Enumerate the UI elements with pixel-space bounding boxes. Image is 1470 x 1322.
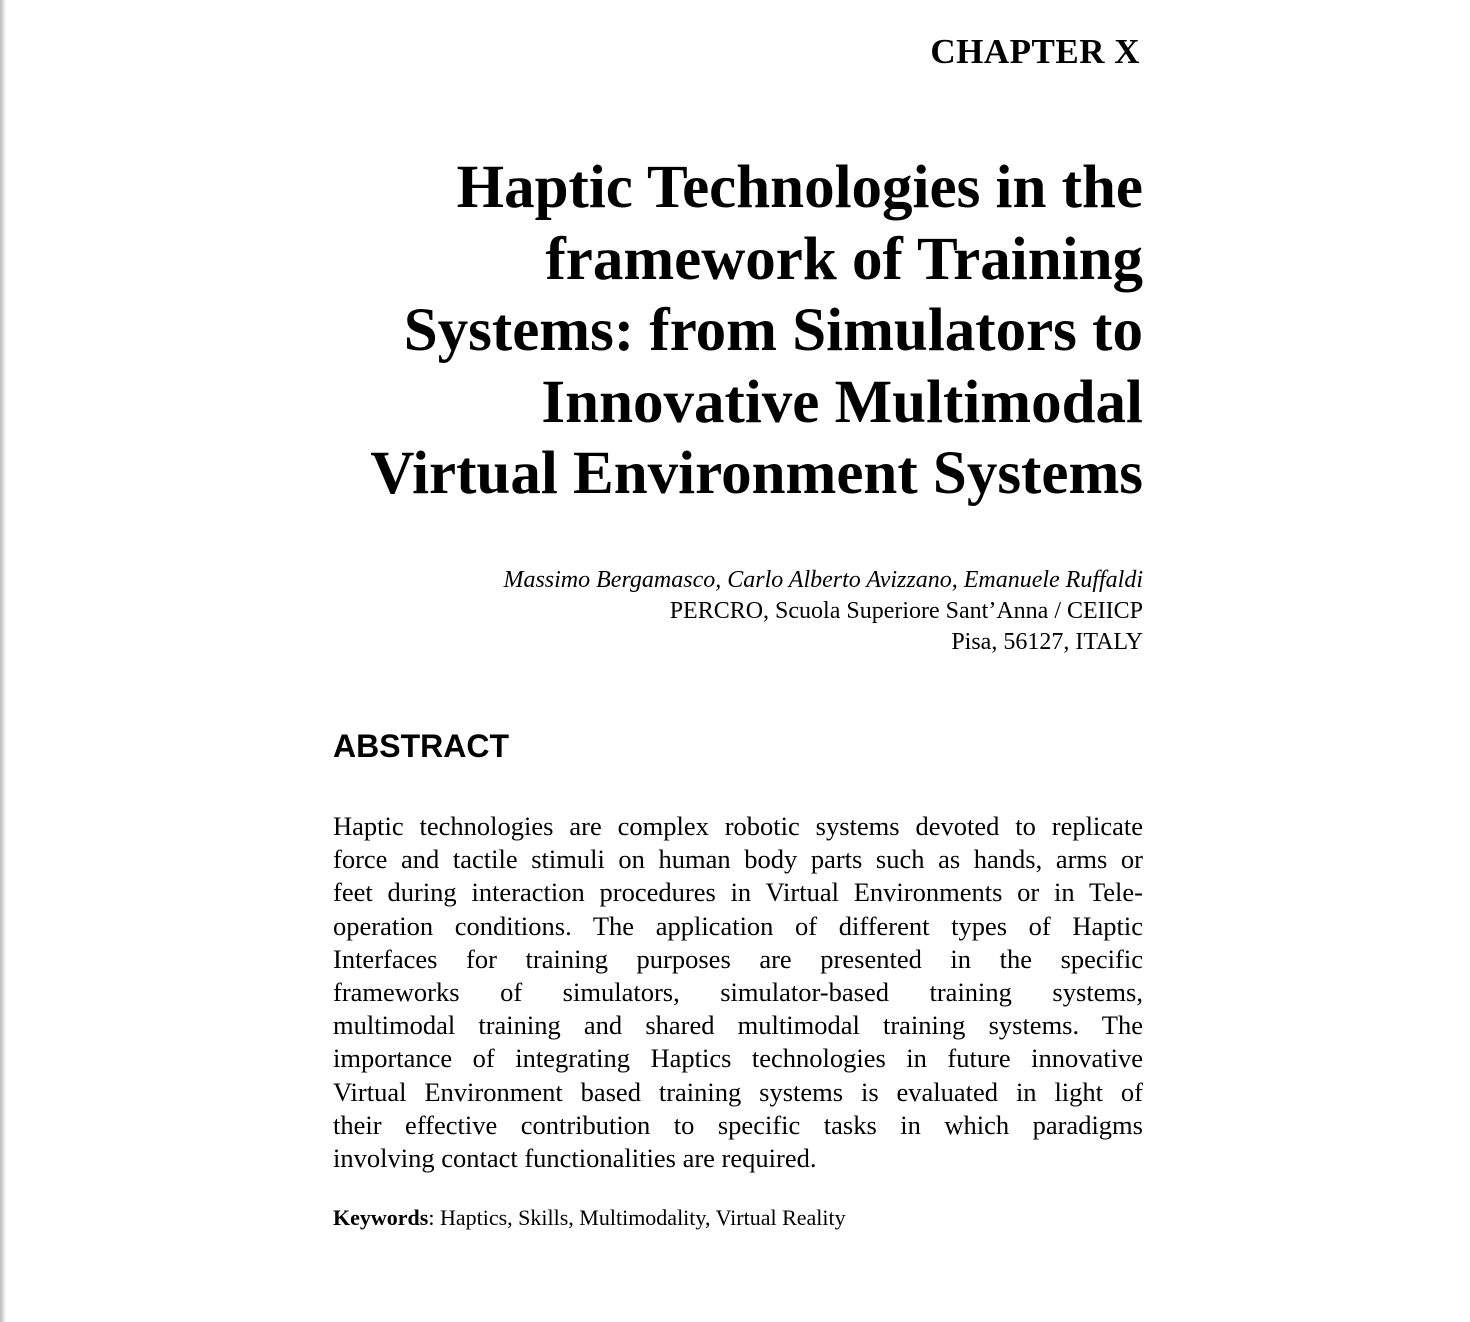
abstract-line: frameworks of simulators, simulator-based training systems, — [333, 977, 1143, 1008]
title-line: Haptic Technologies in the — [456, 154, 1143, 221]
paper-title — [323, 152, 1143, 510]
abstract-heading: ABSTRACT — [333, 728, 509, 764]
abstract-line: operation conditions. The application of different types of Haptic — [333, 910, 1143, 941]
author-names: Massimo Bergamasco, Carlo Alberto Avizzano, Emanuele Ruffaldi — [503, 567, 1143, 593]
title-line: framework of Training — [545, 225, 1143, 293]
author-affiliation: PERCRO, Scuola Superiore Sant’Anna / CEIICP — [669, 598, 1143, 624]
abstract-line: force and tactile stimuli on human body parts such as hands, arms or — [333, 844, 1143, 875]
document-page — [6, 0, 1470, 1322]
abstract-line: Virtual Environment based training systems is evaluated in light of — [333, 1076, 1143, 1107]
abstract-line: Haptic technologies are complex robotic systems devoted to replicate — [333, 811, 1143, 841]
abstract-line: involving contact functionalities are required. — [333, 1143, 817, 1174]
author-block — [503, 565, 1143, 658]
title-line: Systems: from Simulators to — [403, 297, 1143, 364]
chapter-label: CHAPTER X — [930, 32, 1140, 71]
keywords-value: Haptics, Skills, Multimodality, Virtual Reality — [434, 1205, 846, 1230]
abstract-line: Interfaces for training purposes are presented in the specific — [333, 943, 1143, 974]
title-line: Innovative Multimodal — [541, 368, 1143, 436]
keywords-label: Keywords — [333, 1205, 429, 1230]
abstract-line: multimodal training and shared multimodal training systems. The — [333, 1010, 1143, 1041]
author-address: Pisa, 56127, ITALY — [951, 629, 1143, 655]
abstract-line: feet during interaction procedures in Virtual Environments or in Tele- — [333, 877, 1143, 908]
abstract-line: their effective contribution to specific tasks in which paradigms — [333, 1109, 1143, 1140]
abstract-line: importance of integrating Haptics technologies in future innovative — [333, 1043, 1143, 1074]
keywords — [333, 1205, 846, 1231]
abstract-body — [333, 810, 1143, 1175]
keywords-separator: : — [428, 1205, 435, 1230]
title-line: Virtual Environment Systems — [370, 440, 1143, 507]
